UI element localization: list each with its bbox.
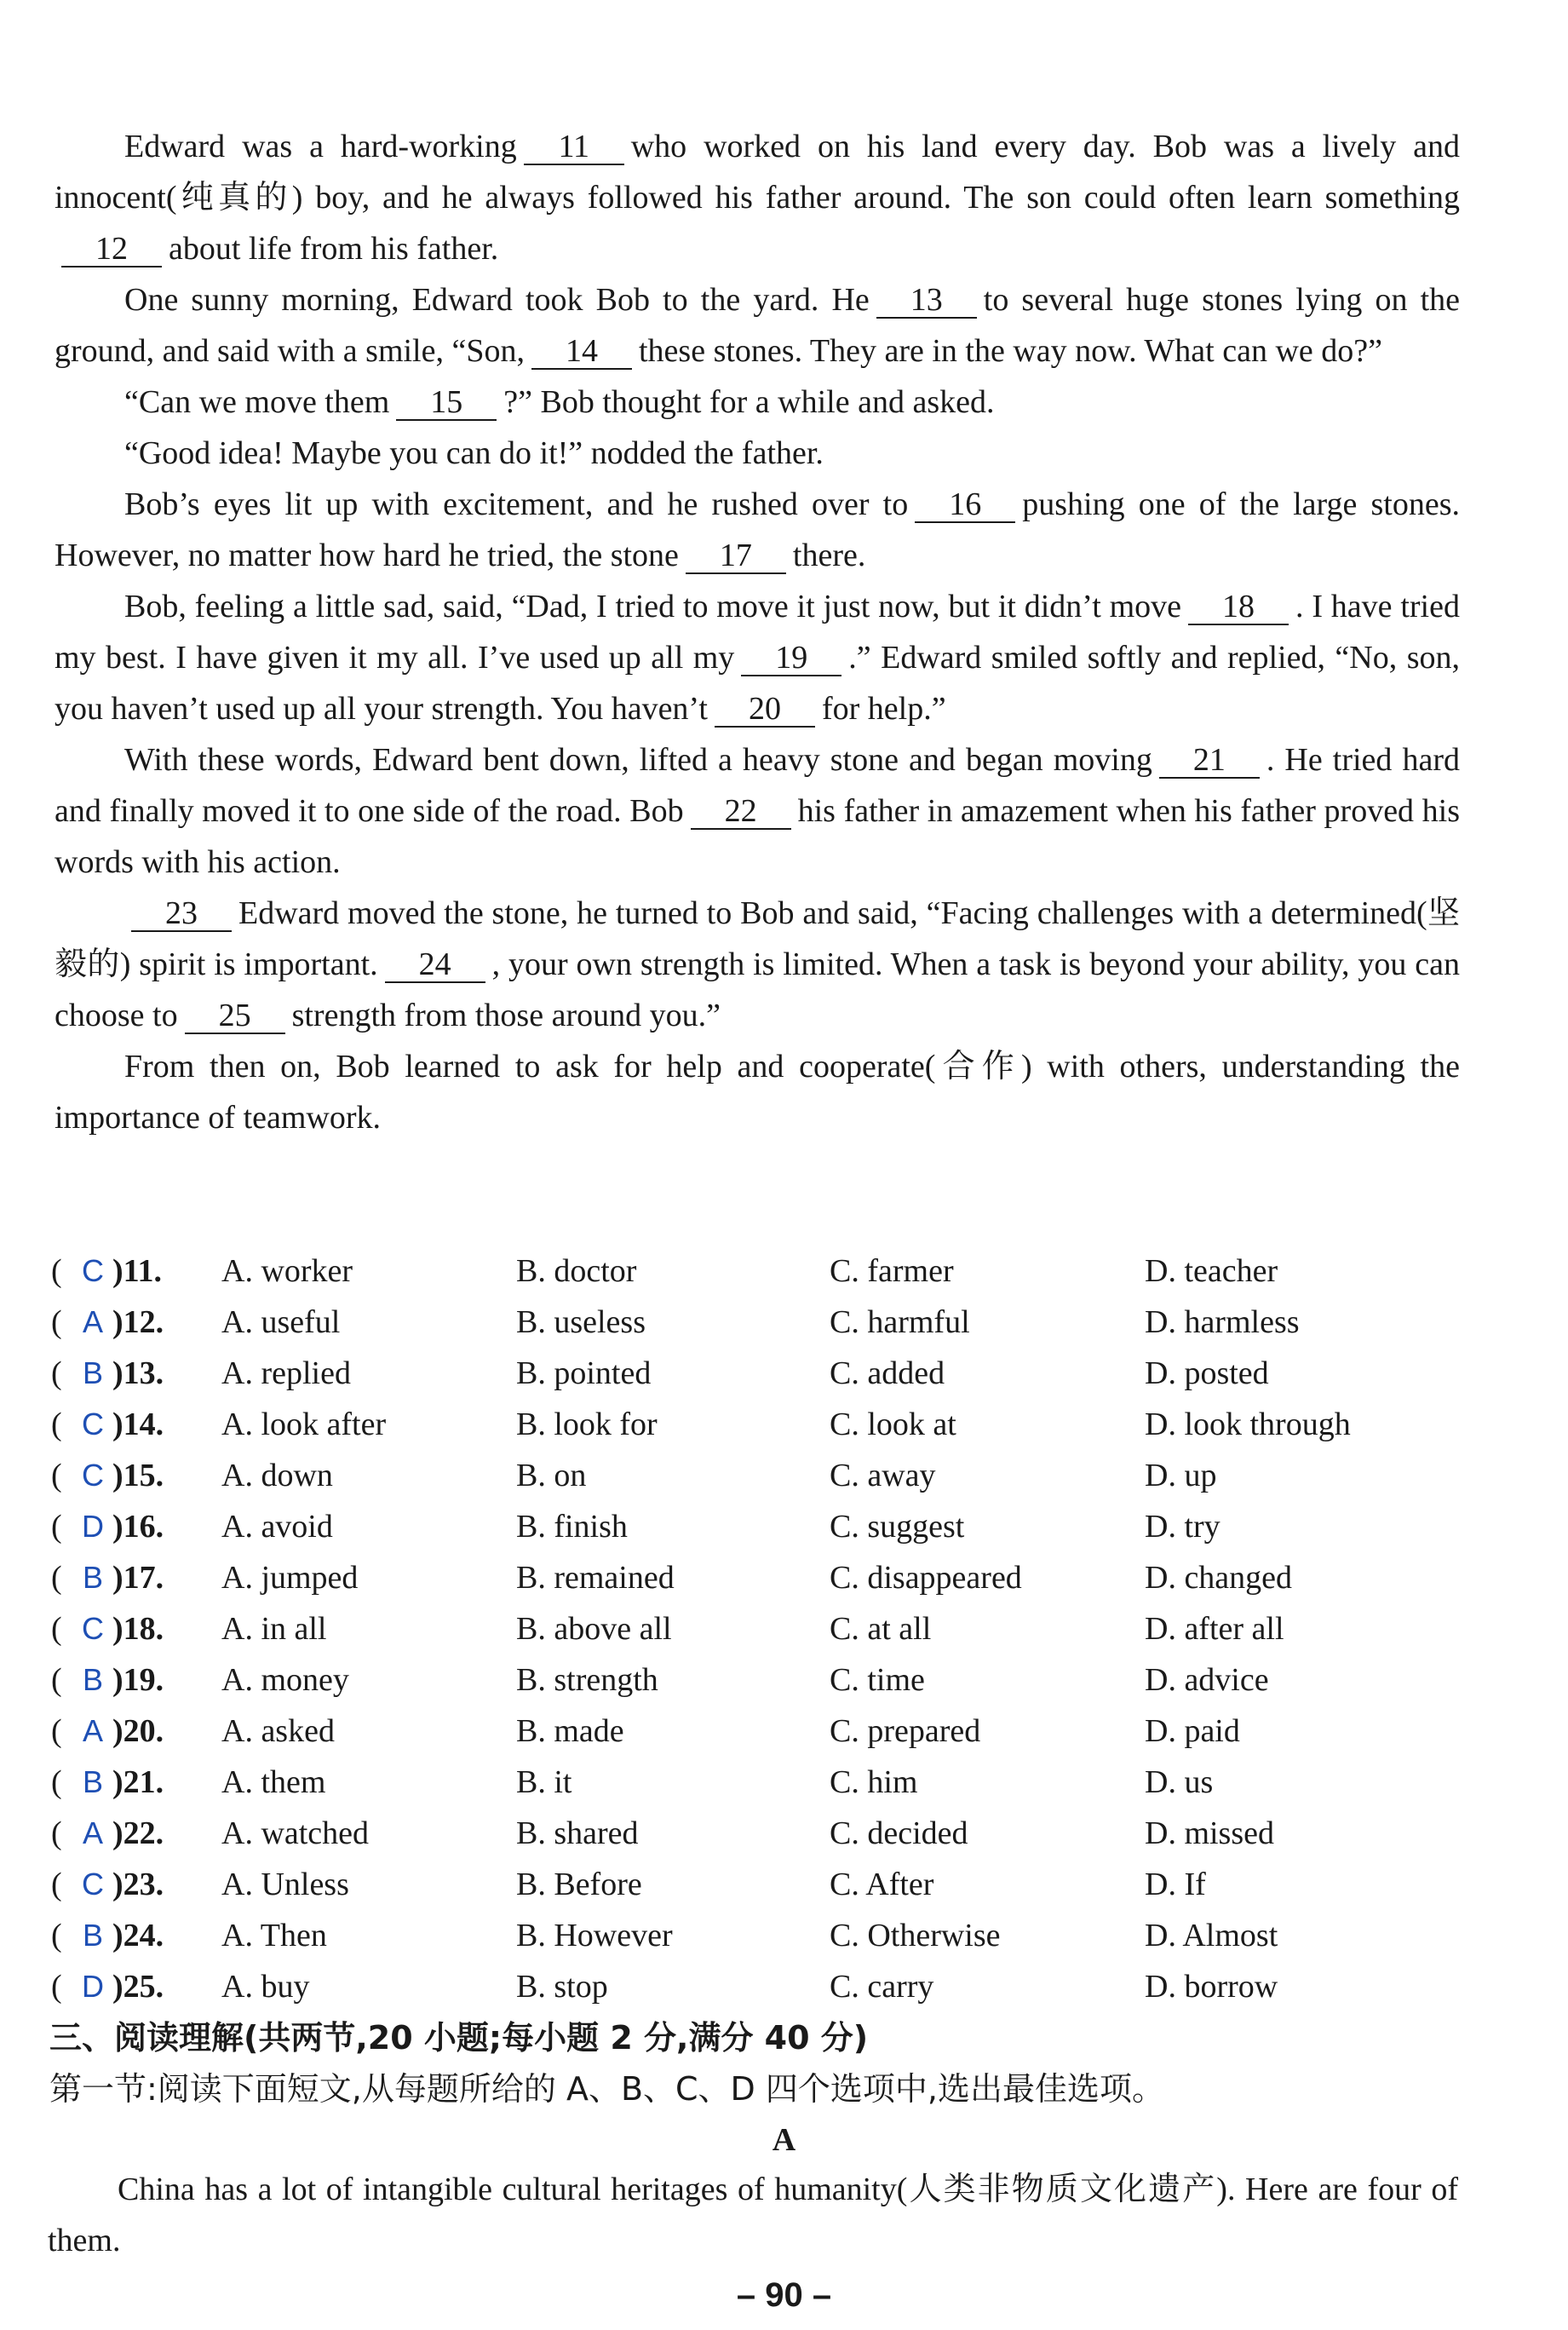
question-number: )15. (112, 1458, 164, 1493)
question-number: )19. (112, 1662, 164, 1698)
blank-17: 17 (686, 538, 786, 574)
option-c: C. Otherwise (830, 1918, 1001, 1953)
option-d: D. advice (1145, 1662, 1269, 1698)
question-row (51, 1910, 1490, 1961)
question-list (51, 1246, 1490, 2012)
option-c: C. carry (830, 1969, 934, 2005)
passage-paragraph: With these words, Edward bent down, lifted a heavy stone and began moving 21 . He tried hard and finally moved it to one side of the road. Bob 22 his father in amazement when his father proved his words with his action. (55, 742, 1460, 880)
option-d: D. posted (1145, 1355, 1269, 1391)
answer-letter: C (82, 1253, 104, 1288)
blank-25: 25 (185, 998, 285, 1034)
answer-letter: C (82, 1458, 104, 1493)
blank-19: 19 (741, 641, 841, 676)
option-b: B. shared (516, 1815, 639, 1851)
option-d: D. up (1145, 1458, 1217, 1493)
blank-15: 15 (396, 385, 497, 421)
option-b: B. doctor (516, 1253, 637, 1289)
option-d: D. harmless (1145, 1304, 1300, 1340)
blank-11: 11 (524, 129, 624, 165)
blank-14: 14 (531, 334, 632, 370)
option-a: A. useful (221, 1304, 341, 1340)
option-b: B. strength (516, 1662, 658, 1698)
option-d: D. changed (1145, 1560, 1293, 1596)
option-d: D. after all (1145, 1611, 1284, 1647)
option-d: D. missed (1145, 1815, 1274, 1851)
option-c: C. decided (830, 1815, 968, 1851)
question-row (51, 1603, 1490, 1654)
question-number: )11. (112, 1253, 163, 1289)
question-row (51, 1246, 1490, 1297)
question-row (51, 1961, 1490, 2012)
intro-paragraph: China has a lot of intangible cultural heritages of humanity(人类非物质文化遗产). Here are four of them. (48, 2172, 1458, 2258)
question-row (51, 1348, 1490, 1399)
passage-paragraph: Edward was a hard-working 11 who worked on his land every day. Bob was a lively and innocent(纯真的) boy, and he always followed his father around. The son could often learn something12 about life from his father. (55, 129, 1460, 267)
question-row (51, 1297, 1490, 1348)
option-c: C. After (830, 1867, 934, 1902)
answer-letter: A (82, 1304, 103, 1339)
answer-letter: A (82, 1713, 103, 1748)
option-d: D. borrow (1145, 1969, 1278, 2005)
answer-paren-open: ( (51, 1867, 62, 1902)
answer-paren-open: ( (51, 1969, 62, 2005)
option-d: D. If (1145, 1867, 1206, 1902)
answer-letter: D (82, 1969, 104, 2004)
option-a: A. replied (221, 1355, 351, 1391)
answer-letter: B (82, 1918, 103, 1953)
blank-12: 12 (61, 232, 162, 268)
answer-paren-open: ( (51, 1304, 62, 1340)
question-number: )13. (112, 1355, 164, 1391)
question-row (51, 1757, 1490, 1808)
option-b: B. look for (516, 1407, 658, 1442)
question-number: )23. (112, 1867, 164, 1902)
option-b: B. above all (516, 1611, 672, 1647)
blank-23: 23 (131, 896, 232, 932)
blank-20: 20 (715, 692, 815, 728)
option-b: B. finish (516, 1509, 628, 1545)
option-a: A. in all (221, 1611, 327, 1647)
answer-paren-open: ( (51, 1611, 62, 1647)
option-a: A. jumped (221, 1560, 359, 1596)
answer-letter: C (82, 1407, 104, 1441)
option-b: B. remained (516, 1560, 675, 1596)
question-number: )17. (112, 1560, 164, 1596)
question-row (51, 1654, 1490, 1706)
answer-paren-open: ( (51, 1458, 62, 1493)
blank-24: 24 (385, 947, 485, 983)
option-a: A. avoid (221, 1509, 333, 1545)
blank-22: 22 (691, 794, 791, 830)
option-b: B. it (516, 1764, 572, 1800)
answer-letter: B (82, 1355, 103, 1390)
answer-paren-open: ( (51, 1355, 62, 1391)
option-c: C. harmful (830, 1304, 970, 1340)
blank-18: 18 (1188, 590, 1289, 625)
answer-paren-open: ( (51, 1713, 62, 1749)
question-number: )22. (112, 1815, 164, 1851)
option-b: B. made (516, 1713, 624, 1749)
option-c: C. look at (830, 1407, 956, 1442)
blank-21: 21 (1159, 743, 1260, 779)
answer-letter: D (82, 1509, 104, 1544)
passage-paragraph: “Can we move them 15 ?” Bob thought for a while and asked. (124, 384, 995, 420)
option-c: C. added (830, 1355, 945, 1391)
answer-paren-open: ( (51, 1407, 62, 1442)
option-c: C. him (830, 1764, 918, 1800)
passage-paragraph: Bob, feeling a little sad, said, “Dad, I tried to move it just now, but it didn’t move 18 . I have tried my best. I have given it my all. I’ve used up all my 19 .” Edward smiled softly and replied, “No, son, you haven’t used up all your strength. You haven’t 20 for help.” (55, 589, 1461, 727)
option-a: A. worker (221, 1253, 353, 1289)
option-c: C. disappeared (830, 1560, 1022, 1596)
option-d: D. look through (1145, 1407, 1351, 1442)
answer-paren-open: ( (51, 1253, 62, 1289)
blank-16: 16 (915, 487, 1015, 523)
section-instructions: 第一节:阅读下面短文,从每题所给的 A、B、C、D 四个选项中,选出最佳选项。 (49, 2070, 1164, 2108)
passage-paragraph: 23 Edward moved the stone, he turned to Bob and said, “Facing challenges with a determined(坚毅的) spirit is important. 24 , your own strength is limited. When a task is beyond your ability, you can choose to 25 strength from those around you.” (55, 895, 1461, 1033)
option-d: D. teacher (1145, 1253, 1278, 1289)
question-number: )12. (112, 1304, 164, 1340)
answer-paren-open: ( (51, 1662, 62, 1698)
option-a: A. asked (221, 1713, 335, 1749)
option-a: A. Then (221, 1918, 327, 1953)
passage-paragraph: “Good idea! Maybe you can do it!” nodded the father. (124, 435, 824, 471)
option-b: B. Before (516, 1867, 642, 1902)
question-number: )21. (112, 1764, 164, 1800)
question-number: )18. (112, 1611, 164, 1647)
option-d: D. Almost (1145, 1918, 1278, 1953)
option-d: D. us (1145, 1764, 1214, 1800)
option-b: B. useless (516, 1304, 646, 1340)
option-b: B. stop (516, 1969, 608, 2005)
question-row (51, 1501, 1490, 1552)
option-a: A. them (221, 1764, 326, 1800)
page-number: – 90 – (736, 2276, 832, 2314)
question-row (51, 1552, 1490, 1603)
reading-intro (48, 2164, 1458, 2266)
option-d: D. paid (1145, 1713, 1240, 1749)
answer-letter: B (82, 1764, 103, 1799)
answer-letter: C (82, 1867, 104, 1901)
option-c: C. farmer (830, 1253, 954, 1289)
passage-paragraph: One sunny morning, Edward took Bob to the yard. He 13 to several huge stones lying on the ground, and said with a smile, “Son, 14 these stones. They are in the way now. What can we do?” (55, 282, 1460, 369)
option-a: A. money (221, 1662, 349, 1698)
question-row (51, 1859, 1490, 1910)
question-row (51, 1399, 1490, 1450)
answer-letter: B (82, 1662, 103, 1697)
answer-paren-open: ( (51, 1764, 62, 1800)
question-row (51, 1808, 1490, 1859)
question-number: )25. (112, 1969, 164, 2005)
option-b: B. However (516, 1918, 673, 1953)
answer-paren-open: ( (51, 1509, 62, 1545)
option-a: A. watched (221, 1815, 370, 1851)
answer-letter: A (82, 1815, 103, 1850)
answer-paren-open: ( (51, 1560, 62, 1596)
blank-13: 13 (876, 283, 977, 319)
passage-paragraph: Bob’s eyes lit up with excitement, and he rushed over to 16 pushing one of the large stones. However, no matter how hard he tried, the stone 17 there. (55, 486, 1460, 573)
option-c: C. suggest (830, 1509, 965, 1545)
question-number: )24. (112, 1918, 164, 1953)
option-c: C. time (830, 1662, 925, 1698)
option-c: C. prepared (830, 1713, 981, 1749)
cloze-passage (55, 121, 1460, 1143)
option-c: C. away (830, 1458, 936, 1493)
option-a: A. Unless (221, 1867, 349, 1902)
passage-heading: A (772, 2122, 796, 2158)
option-b: B. on (516, 1458, 587, 1493)
option-d: D. try (1145, 1509, 1221, 1545)
question-number: )14. (112, 1407, 164, 1442)
answer-letter: B (82, 1560, 103, 1595)
passage-paragraph: From then on, Bob learned to ask for help and cooperate(合作) with others, understanding the importance of teamwork. (55, 1049, 1460, 1136)
question-number: )16. (112, 1509, 164, 1545)
answer-paren-open: ( (51, 1815, 62, 1851)
question-row (51, 1450, 1490, 1501)
question-row (51, 1706, 1490, 1757)
section-title: 三、阅读理解(共两节,20 小题;每小题 2 分,满分 40 分) (49, 2019, 869, 2057)
answer-paren-open: ( (51, 1918, 62, 1953)
option-a: A. look after (221, 1407, 387, 1442)
option-c: C. at all (830, 1611, 932, 1647)
answer-letter: C (82, 1611, 104, 1646)
question-number: )20. (112, 1713, 164, 1749)
option-a: A. buy (221, 1969, 310, 2005)
option-a: A. down (221, 1458, 333, 1493)
option-b: B. pointed (516, 1355, 652, 1391)
